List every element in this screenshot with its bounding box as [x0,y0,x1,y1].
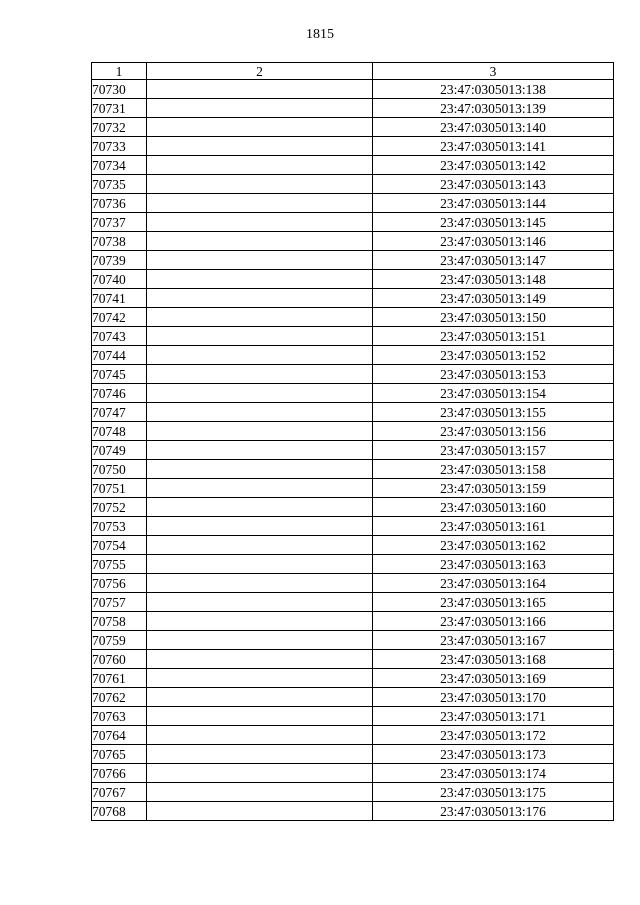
table-row [92,460,614,479]
description-cell [147,555,373,574]
table-row [92,745,614,764]
cadastral-number-cell: 23:47:0305013:175 [373,783,614,802]
row-number-cell: 70763 [92,707,147,726]
header-row [92,63,614,80]
row-number-cell: 70734 [92,156,147,175]
table-row [92,346,614,365]
row-number-cell: 70751 [92,479,147,498]
row-number-cell: 70752 [92,498,147,517]
table-row [92,327,614,346]
cadastral-number-cell: 23:47:0305013:160 [373,498,614,517]
cadastral-number-cell: 23:47:0305013:159 [373,479,614,498]
table-body [92,80,614,821]
row-number-cell: 70733 [92,137,147,156]
table-row [92,99,614,118]
table-row [92,612,614,631]
row-number-cell: 70731 [92,99,147,118]
table-row [92,289,614,308]
row-number-cell: 70768 [92,802,147,821]
table-row [92,536,614,555]
cadastral-number-cell: 23:47:0305013:176 [373,802,614,821]
row-number-cell: 70748 [92,422,147,441]
row-number-cell: 70749 [92,441,147,460]
cadastral-number-cell: 23:47:0305013:163 [373,555,614,574]
cadastral-number-cell: 23:47:0305013:153 [373,365,614,384]
description-cell [147,726,373,745]
cadastral-number-cell: 23:47:0305013:142 [373,156,614,175]
row-number-cell: 70739 [92,251,147,270]
cadastral-number-cell: 23:47:0305013:168 [373,650,614,669]
description-cell [147,669,373,688]
row-number-cell: 70747 [92,403,147,422]
table-row [92,213,614,232]
description-cell [147,802,373,821]
table-row [92,555,614,574]
description-cell [147,232,373,251]
row-number-cell: 70732 [92,118,147,137]
cadastral-number-cell: 23:47:0305013:139 [373,99,614,118]
table-row [92,726,614,745]
table-row [92,270,614,289]
cadastral-number-cell: 23:47:0305013:174 [373,764,614,783]
description-cell [147,270,373,289]
row-number-cell: 70741 [92,289,147,308]
cadastral-number-cell: 23:47:0305013:146 [373,232,614,251]
row-number-cell: 70757 [92,593,147,612]
description-cell [147,650,373,669]
description-cell [147,365,373,384]
cadastral-number-cell: 23:47:0305013:166 [373,612,614,631]
table-row [92,80,614,99]
description-cell [147,403,373,422]
description-cell [147,441,373,460]
table-header [92,63,614,80]
row-number-cell: 70740 [92,270,147,289]
row-number-cell: 70736 [92,194,147,213]
description-cell [147,783,373,802]
description-cell [147,631,373,650]
row-number-cell: 70737 [92,213,147,232]
description-cell [147,479,373,498]
cadastral-number-cell: 23:47:0305013:169 [373,669,614,688]
table-row [92,194,614,213]
description-cell [147,593,373,612]
row-number-cell: 70738 [92,232,147,251]
cadastral-number-cell: 23:47:0305013:144 [373,194,614,213]
cadastral-number-cell: 23:47:0305013:156 [373,422,614,441]
table-row [92,441,614,460]
table-row [92,707,614,726]
table-row [92,498,614,517]
description-cell [147,745,373,764]
row-number-cell: 70767 [92,783,147,802]
description-cell [147,289,373,308]
table-row [92,631,614,650]
row-number-cell: 70766 [92,764,147,783]
row-number-cell: 70743 [92,327,147,346]
table-row [92,137,614,156]
description-cell [147,99,373,118]
description-cell [147,175,373,194]
cadastral-number-cell: 23:47:0305013:158 [373,460,614,479]
cadastral-number-cell: 23:47:0305013:149 [373,289,614,308]
table-row [92,802,614,821]
row-number-cell: 70760 [92,650,147,669]
description-cell [147,308,373,327]
cadastral-number-cell: 23:47:0305013:167 [373,631,614,650]
cadastral-number-cell: 23:47:0305013:162 [373,536,614,555]
row-number-cell: 70761 [92,669,147,688]
column-header-2: 2 [147,63,373,80]
table-row [92,156,614,175]
table-row [92,232,614,251]
description-cell [147,707,373,726]
table-row [92,384,614,403]
cadastral-number-cell: 23:47:0305013:161 [373,517,614,536]
description-cell [147,213,373,232]
description-cell [147,574,373,593]
column-header-3: 3 [373,63,614,80]
description-cell [147,137,373,156]
description-cell [147,688,373,707]
row-number-cell: 70758 [92,612,147,631]
table-row [92,688,614,707]
row-number-cell: 70759 [92,631,147,650]
description-cell [147,498,373,517]
description-cell [147,118,373,137]
description-cell [147,517,373,536]
cadastral-number-cell: 23:47:0305013:157 [373,441,614,460]
cadastral-number-cell: 23:47:0305013:148 [373,270,614,289]
description-cell [147,80,373,99]
description-cell [147,384,373,403]
description-cell [147,346,373,365]
row-number-cell: 70746 [92,384,147,403]
description-cell [147,536,373,555]
cadastral-number-cell: 23:47:0305013:154 [373,384,614,403]
table-row [92,479,614,498]
description-cell [147,422,373,441]
table-row [92,574,614,593]
description-cell [147,194,373,213]
cadastral-number-cell: 23:47:0305013:172 [373,726,614,745]
row-number-cell: 70765 [92,745,147,764]
row-number-cell: 70764 [92,726,147,745]
table-row [92,308,614,327]
table-row [92,118,614,137]
cadastral-number-cell: 23:47:0305013:141 [373,137,614,156]
row-number-cell: 70753 [92,517,147,536]
cadastral-number-cell: 23:47:0305013:165 [373,593,614,612]
cadastral-number-cell: 23:47:0305013:171 [373,707,614,726]
description-cell [147,612,373,631]
table-row [92,403,614,422]
column-header-1: 1 [92,63,147,80]
cadastral-number-cell: 23:47:0305013:145 [373,213,614,232]
row-number-cell: 70756 [92,574,147,593]
cadastral-number-cell: 23:47:0305013:138 [373,80,614,99]
cadastral-number-cell: 23:47:0305013:147 [373,251,614,270]
description-cell [147,460,373,479]
row-number-cell: 70755 [92,555,147,574]
table-row [92,517,614,536]
table-row [92,783,614,802]
row-number-cell: 70735 [92,175,147,194]
cadastral-number-cell: 23:47:0305013:155 [373,403,614,422]
row-number-cell: 70742 [92,308,147,327]
row-number-cell: 70750 [92,460,147,479]
table-row [92,764,614,783]
table-row [92,669,614,688]
cadastral-number-cell: 23:47:0305013:151 [373,327,614,346]
row-number-cell: 70745 [92,365,147,384]
cadastral-number-cell: 23:47:0305013:170 [373,688,614,707]
row-number-cell: 70762 [92,688,147,707]
table-row [92,365,614,384]
table-row [92,175,614,194]
cadastral-number-cell: 23:47:0305013:140 [373,118,614,137]
table-row [92,251,614,270]
row-number-cell: 70730 [92,80,147,99]
row-number-cell: 70754 [92,536,147,555]
table-row [92,650,614,669]
row-number-cell: 70744 [92,346,147,365]
description-cell [147,251,373,270]
cadastral-number-cell: 23:47:0305013:143 [373,175,614,194]
table-row [92,593,614,612]
description-cell [147,156,373,175]
table-row [92,422,614,441]
cadastral-number-cell: 23:47:0305013:152 [373,346,614,365]
description-cell [147,327,373,346]
register-table [91,62,614,821]
description-cell [147,764,373,783]
page-number: 1815 [306,27,334,42]
cadastral-number-cell: 23:47:0305013:150 [373,308,614,327]
cadastral-number-cell: 23:47:0305013:164 [373,574,614,593]
cadastral-number-cell: 23:47:0305013:173 [373,745,614,764]
